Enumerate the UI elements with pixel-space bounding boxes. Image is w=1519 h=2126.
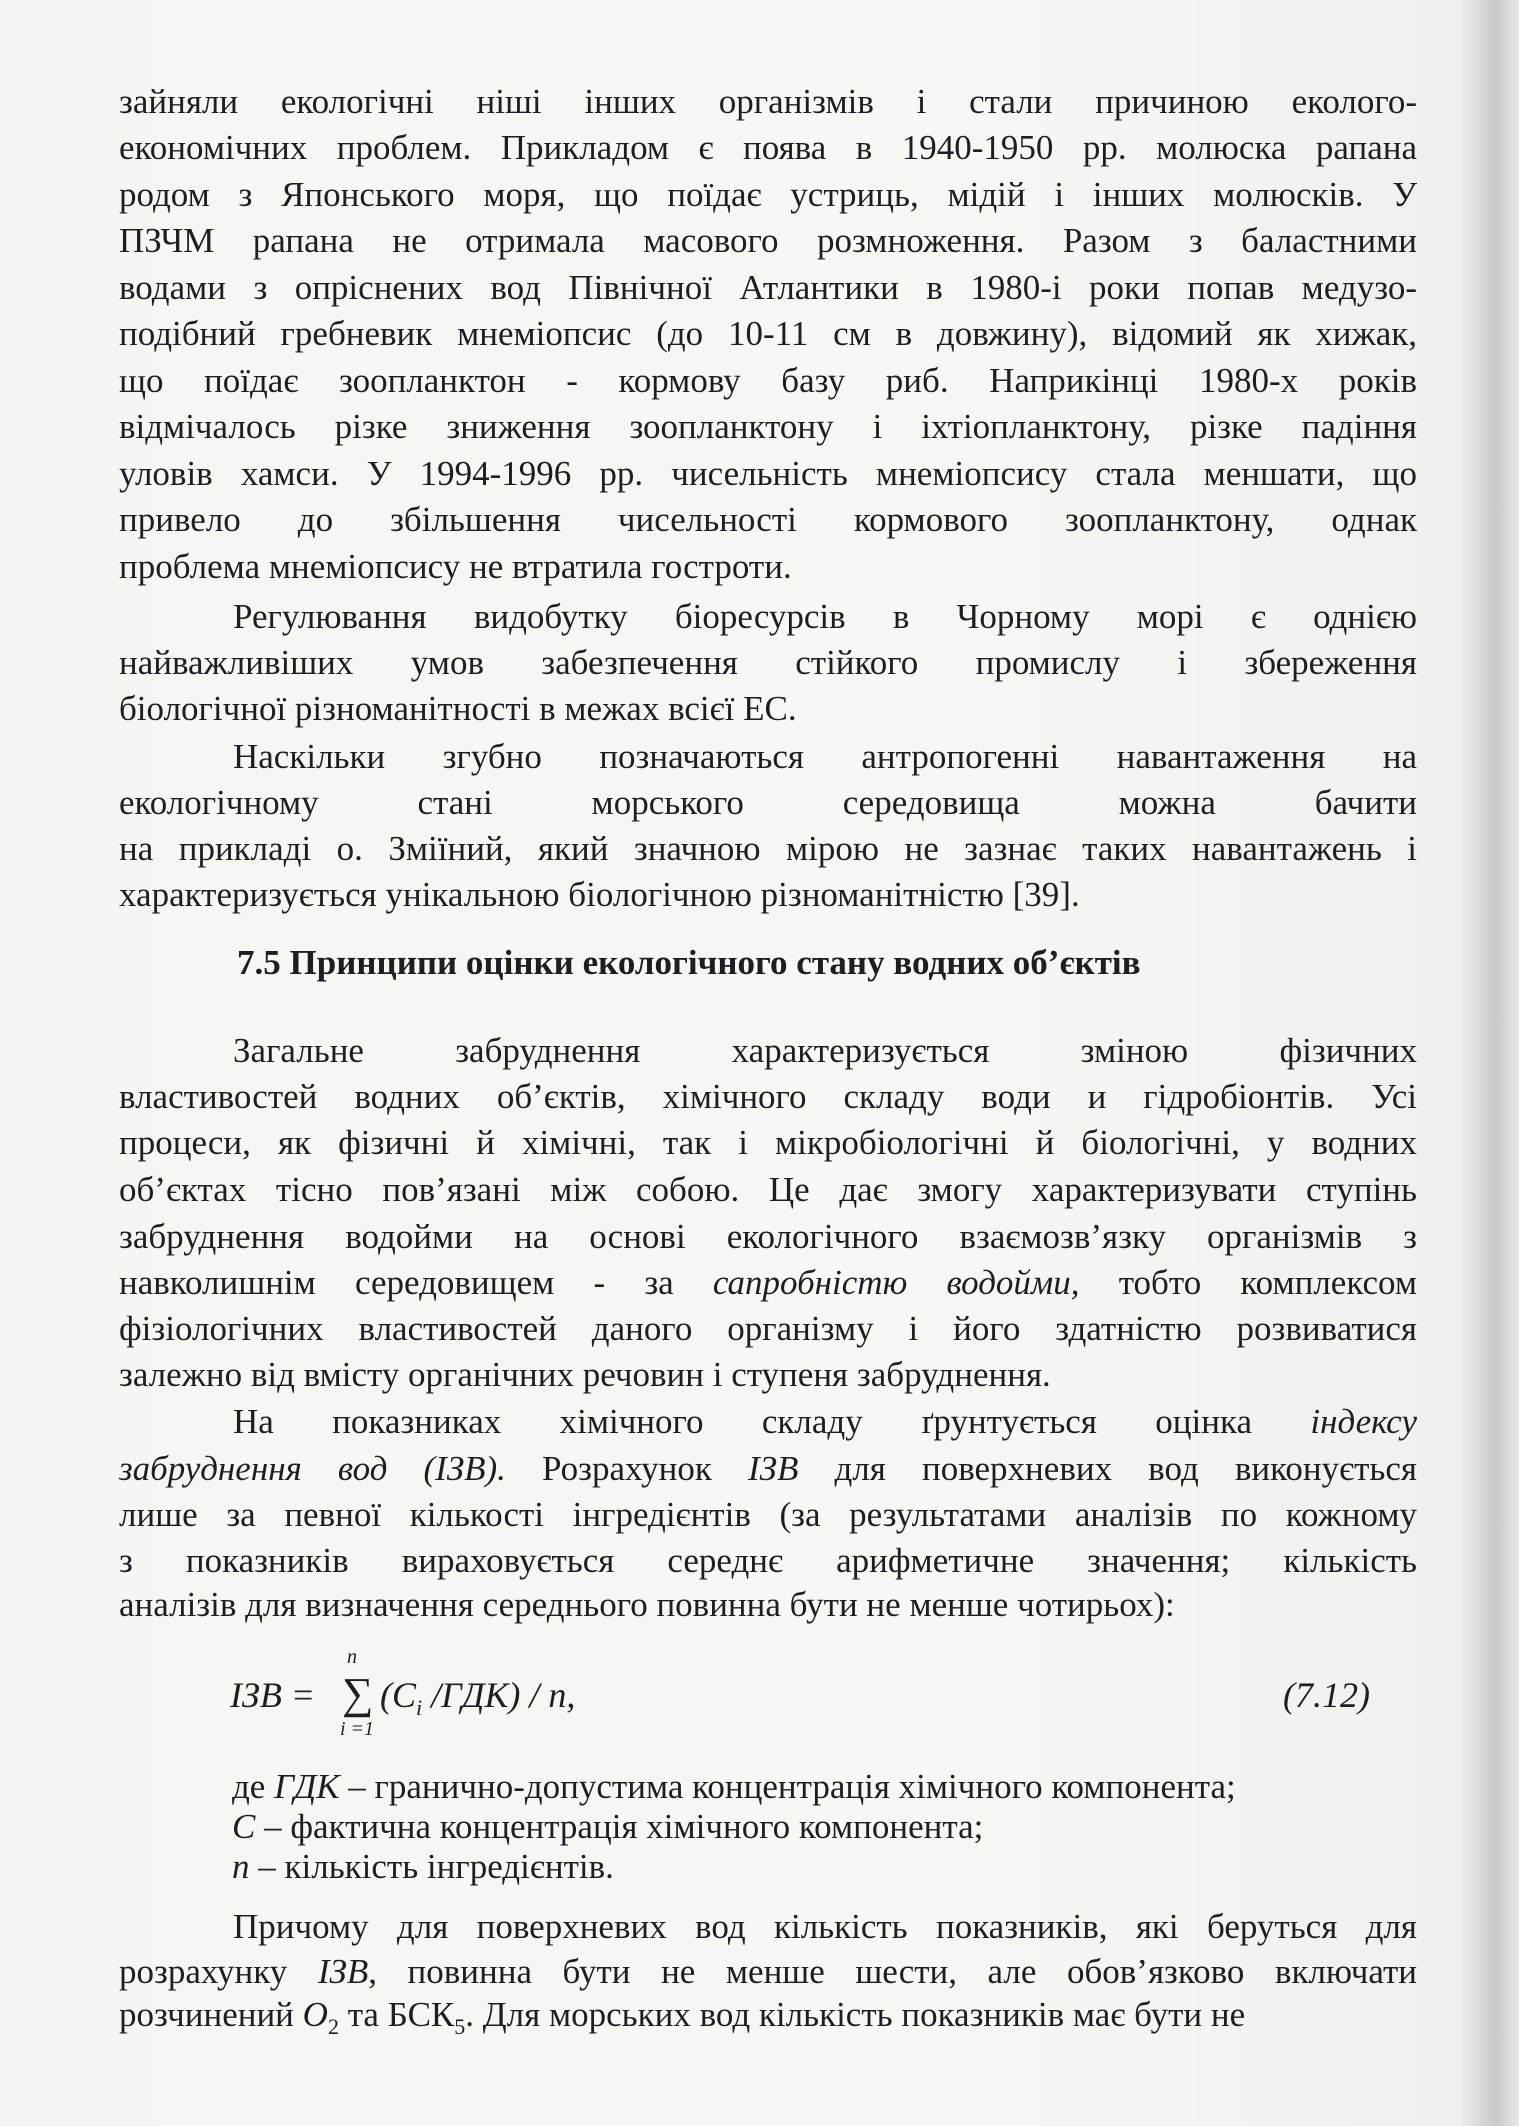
text-line xyxy=(119,405,1417,449)
text-segment: уловів хамси. У 1994-1996 рр. чисельність мнеміопсису стала меншати, що xyxy=(119,454,1417,493)
formula-lhs: ІЗВ = xyxy=(230,1675,316,1715)
subscript-text: 2 xyxy=(327,2014,339,2039)
text-segment: на прикладі о. Зміїний, який значною мірою не зазнає таких навантажень і xyxy=(119,829,1417,868)
text-line xyxy=(119,1261,1417,1305)
italic-text: ІЗВ xyxy=(748,1449,799,1488)
text-line xyxy=(233,735,1417,779)
formula-c-sub: i xyxy=(416,1695,423,1720)
italic-text: забруднення вод (ІЗВ). xyxy=(119,1449,506,1488)
text-segment: для поверхневих вод виконується xyxy=(798,1449,1417,1488)
text-segment: найважливіших умов забезпечення стійкого промислу і збереження xyxy=(119,643,1417,682)
formula-izv xyxy=(230,1646,1410,1740)
text-line xyxy=(119,687,1417,731)
text-segment: об’єктах тісно пов’язані між собою. Це дає змогу характеризувати ступінь xyxy=(119,1170,1417,1209)
text-line xyxy=(233,1905,1417,1949)
formula-c: (C xyxy=(380,1675,416,1715)
text-segment: властивостей водних об’єктів, хімічного складу води и гідробіонтів. Усі xyxy=(119,1077,1417,1116)
text-segment: Розрахунок xyxy=(505,1449,749,1488)
text-segment: . Для морських вод кількість показників має бути не xyxy=(465,1995,1246,2034)
text-line xyxy=(119,1950,1417,1994)
text-segment: подібний гребневик мнеміопсис (до 10-11 см в довжину), відомий як хижак, xyxy=(119,314,1417,353)
text-segment: відмічалось різке зниження зоопланктону і іхтіопланктону, різке падіння xyxy=(119,407,1417,446)
text-line xyxy=(119,266,1417,310)
text-segment: Регулювання видобутку біоресурсів в Чорному морі є однією xyxy=(233,597,1417,636)
sum-upper-limit: n xyxy=(347,1646,357,1668)
text-segment: , повинна бути не менше шести, але обов’язково включати xyxy=(368,1952,1417,1991)
text-line xyxy=(119,219,1417,263)
text-line xyxy=(233,1400,1417,1444)
text-segment: розрахунку xyxy=(119,1952,318,1991)
text-line xyxy=(119,1993,1417,2037)
heading-text xyxy=(237,941,1417,985)
text-segment: забруднення водойми на основі екологічного взаємозв’язку організмів з xyxy=(119,1217,1417,1256)
text-segment: На показниках хімічного складу ґрунтується оцінка xyxy=(233,1402,1311,1441)
text-line xyxy=(119,1168,1417,1212)
italic-text: ГДК xyxy=(274,1767,340,1806)
text-line xyxy=(119,126,1417,170)
text-line xyxy=(232,1845,1417,1889)
text-segment: родом з Японського моря, що поїдає устриць, мідій і інших молюсків. У xyxy=(119,175,1417,214)
text-segment: з показників вираховується середнє арифметичне значення; кількість xyxy=(119,1541,1417,1580)
italic-text: С xyxy=(232,1807,256,1846)
text-segment: аналізів для визначення середнього повинна бути не менше чотирьох): xyxy=(119,1585,1175,1624)
text-line xyxy=(119,1539,1417,1583)
text-line xyxy=(119,1447,1417,1491)
text-segment: де xyxy=(232,1767,275,1806)
text-line xyxy=(119,873,1417,917)
text-line xyxy=(119,173,1417,217)
text-line xyxy=(119,1493,1417,1537)
text-segment: Причому для поверхневих вод кількість показників, які беруться для xyxy=(233,1907,1417,1946)
subscript-text: 5 xyxy=(454,2014,466,2039)
text-line xyxy=(119,1215,1417,1259)
text-line xyxy=(119,359,1417,403)
text-line xyxy=(233,1029,1417,1073)
text-segment: лише за певної кількості інгредієнтів (за результатами аналізів по кожному xyxy=(119,1495,1417,1534)
text-segment: Наскільки згубно позначаються антропогенні навантаження на xyxy=(233,737,1417,776)
text-segment: – кількість інгредієнтів. xyxy=(249,1847,614,1886)
text-line xyxy=(119,498,1417,542)
text-segment: екологічному стані морського середовища можна бачити xyxy=(119,783,1417,822)
text-segment: характеризується унікальною біологічною різноманітністю [39]. xyxy=(119,875,1080,914)
text-line xyxy=(119,312,1417,356)
text-segment: – фактична концентрація хімічного компонента; xyxy=(255,1807,984,1846)
italic-text: O xyxy=(302,1995,328,2034)
italic-text: ІЗВ xyxy=(317,1952,369,1991)
text-line xyxy=(119,1307,1417,1351)
sum-symbol: ∑ xyxy=(342,1669,374,1718)
text-segment: привело до збільшення чисельності кормового зоопланктону, однак xyxy=(119,500,1417,539)
text-segment: фізіологічних властивостей даного організму і його здатністю розвиватися xyxy=(119,1309,1417,1348)
text-segment: – гранично-допустима концентрація хімічного компонента; xyxy=(339,1767,1236,1806)
text-segment: водами з опріснених вод Північної Атлантики в 1980-і роки попав медузо- xyxy=(119,268,1417,307)
text-segment: що поїдає зоопланктон - кормову базу риб. Наприкінці 1980-х років xyxy=(119,361,1417,400)
text-line xyxy=(232,1805,1417,1849)
text-line xyxy=(119,1121,1417,1165)
text-segment: розчинений xyxy=(119,1995,303,2034)
text-line xyxy=(119,80,1417,124)
text-segment: процеси, як фізичні й хімічні, так і мікробіологічні й біологічні, у водних xyxy=(119,1123,1417,1162)
formula-rest: /ГДК) / n, xyxy=(422,1675,576,1715)
italic-text: сапробністю водойми, xyxy=(712,1263,1080,1302)
text-segment: біологічної різноманітності в межах всієї ЕС. xyxy=(119,689,797,728)
text-segment: зайняли екологічні ніші інших організмів і стали причиною еколого- xyxy=(119,82,1417,121)
text-segment: залежно від вмісту органічних речовин і ступеня забруднення. xyxy=(119,1355,1051,1394)
text-line xyxy=(119,641,1417,685)
text-segment: проблема мнеміопсису не втратила гостроти. xyxy=(119,547,792,586)
text-segment: економічних проблем. Прикладом є поява в 1940-1950 рр. молюска рапана xyxy=(119,128,1417,167)
text-line xyxy=(119,545,1417,589)
text-line xyxy=(119,1353,1417,1397)
text-segment: ПЗЧМ рапана не отримала масового розмноження. Разом з баластними xyxy=(119,221,1417,260)
formula-number: (7.12) xyxy=(1283,1675,1370,1715)
text-line xyxy=(233,595,1417,639)
italic-text: n xyxy=(232,1847,250,1886)
text-segment: Загальне забруднення характеризується зміною фізичних xyxy=(233,1031,1417,1070)
text-line xyxy=(119,1075,1417,1119)
text-segment: навколишнім середовищем - за xyxy=(119,1263,713,1302)
text-segment: та БСК xyxy=(338,1995,455,2034)
text-segment: тобто комплексом xyxy=(1079,1263,1417,1302)
text-line xyxy=(119,827,1417,871)
text-segment: 7.5 Принципи оцінки екологічного стану водних об’єктів xyxy=(237,943,1141,982)
italic-text: індексу xyxy=(1310,1402,1417,1441)
text-line xyxy=(232,1765,1417,1809)
sum-lower-limit: i =1 xyxy=(340,1718,375,1740)
text-line xyxy=(119,452,1417,496)
formula-rhs xyxy=(380,1674,576,1720)
text-line xyxy=(119,781,1417,825)
text-line xyxy=(119,1583,1417,1627)
